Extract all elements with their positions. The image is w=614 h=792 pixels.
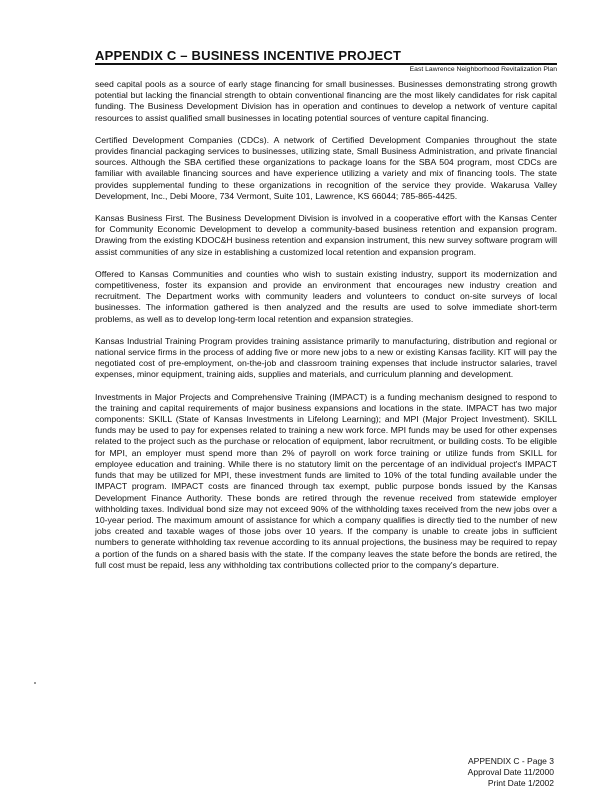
paragraph-kit: Kansas Industrial Training Program provides training assistance primarily to manufacturing, distribution and regional or national service firms in the process of adding five or more new jobs to a new or existing Kansas facility. KIT will pay the negotiated cost of pre-employment, on-the-job and classroom training expenses that include instructor salaries, travel expenses, minor equipment, training aids, supplies and materials, and curriculum planning and development. bbox=[95, 335, 557, 380]
paragraph-seed-capital: seed capital pools as a source of early stage financing for small businesses. Businesses demonstrating strong growth potential but lacking the financial strength to obtain conventional financing are the most likely candidates for risk capital funding. The Business Development Division has in operation and continues to develop a network of venture capital resources to assist qualified small businesses in locating potential sources of venture capital financing. bbox=[95, 79, 557, 123]
paragraph-business-first: Kansas Business First. The Business Development Division is involved in a cooperative effort with the Kansas Center for Community Economic Development to develop a community-based business retention and expansion program. Drawing from the existing KDOC&H business retention and expansion instrument, this new survey software program will assist communities of any size in establishing a customized local retention and expansion program. bbox=[95, 213, 557, 257]
paragraph-impact: Investments in Major Projects and Comprehensive Training (IMPACT) is a funding mechanism designed to respond to the training and capital requirements of major business expansions and locations in the state. IMPACT has two major components: SKILL (State of Kansas Investments in Lifelong Learning); and MPI (Major Project Investment). SKILL funds may be used to pay for expenses related to training a new work force. MPI funds may be used for other expenses related to the project such as the purchase or relocation of equipment, labor recruitment, or building costs. To be eligible for MPI, an employer must spend more than 2% of payroll on work force training or utilize funds from SKILL for employee education and training. While there is no statutory limit on the percentage of an individual project's IMPACT funds that may be utilized for MPI, these investment funds are limited to 10% of the total funding available under the IMPACT program. IMPACT costs are financed through tax exempt, public purpose bonds issued by the Kansas Development Finance Authority. These bonds are retired through the revenue received from statewide employer withholding taxes. Individual bond size may not exceed 90% of the withholding taxes received from the new jobs over a 10-year period. The maximum amount of assistance for which a company qualifies is directly tied to the number of new jobs created and taxable wages of those jobs over 10 years. If the company is unable to create jobs in sufficient numbers to generate withholding tax revenue according to its annual projections, the business may be required to repay a portion of the funds on a shared basis with the state. If the company leaves the state before the bonds are retired, the full cost must be repaid, less any withholding tax contributions collected prior to the company's departure. bbox=[95, 391, 557, 570]
plan-subtitle: East Lawrence Neighborhood Revitalization Plan bbox=[409, 66, 557, 73]
paragraph-cdc: Certified Development Companies (CDCs). A network of Certified Development Companies throughout the state provides financial packaging services to businesses, utilizing state, Small Business Administration, and private financial sources. Although the SBA certified these organizations to package loans for the SBA 504 program, most CDCs are familiar with available financing sources and have experience utilizing a variety and mix of financing tools. The state provides supplemental funding to these organizations in recognition of the service they provide. Wakarusa Valley Development, Inc., Debi Moore, 734 Vermont, Suite 101, Lawrence, KS 66044; 785-865-4425. bbox=[95, 134, 557, 201]
scan-dot bbox=[34, 682, 36, 684]
paragraph-communities: Offered to Kansas Communities and counties who wish to sustain existing industry, support its modernization and competitiveness, foster its expansion and provide an environment that encourages new industry creation and recruitment. The Department works with community leaders and volunteers to conduct on-site surveys of local businesses. The information gathered is then analyzed and the results are used to solve immediate short-term problems, as well as to develop long-term local retention and expansion strategies. bbox=[95, 268, 557, 324]
footer-approval-date: Approval Date 11/2000 bbox=[467, 766, 554, 777]
footer-page-number: APPENDIX C - Page 3 bbox=[468, 756, 554, 766]
page-title: APPENDIX C – BUSINESS INCENTIVE PROJECT bbox=[95, 48, 402, 63]
footer-print-date: Print Date 1/2002 bbox=[487, 777, 554, 788]
page-footer bbox=[354, 756, 554, 788]
title-rule bbox=[95, 63, 557, 65]
body-text bbox=[95, 79, 557, 571]
